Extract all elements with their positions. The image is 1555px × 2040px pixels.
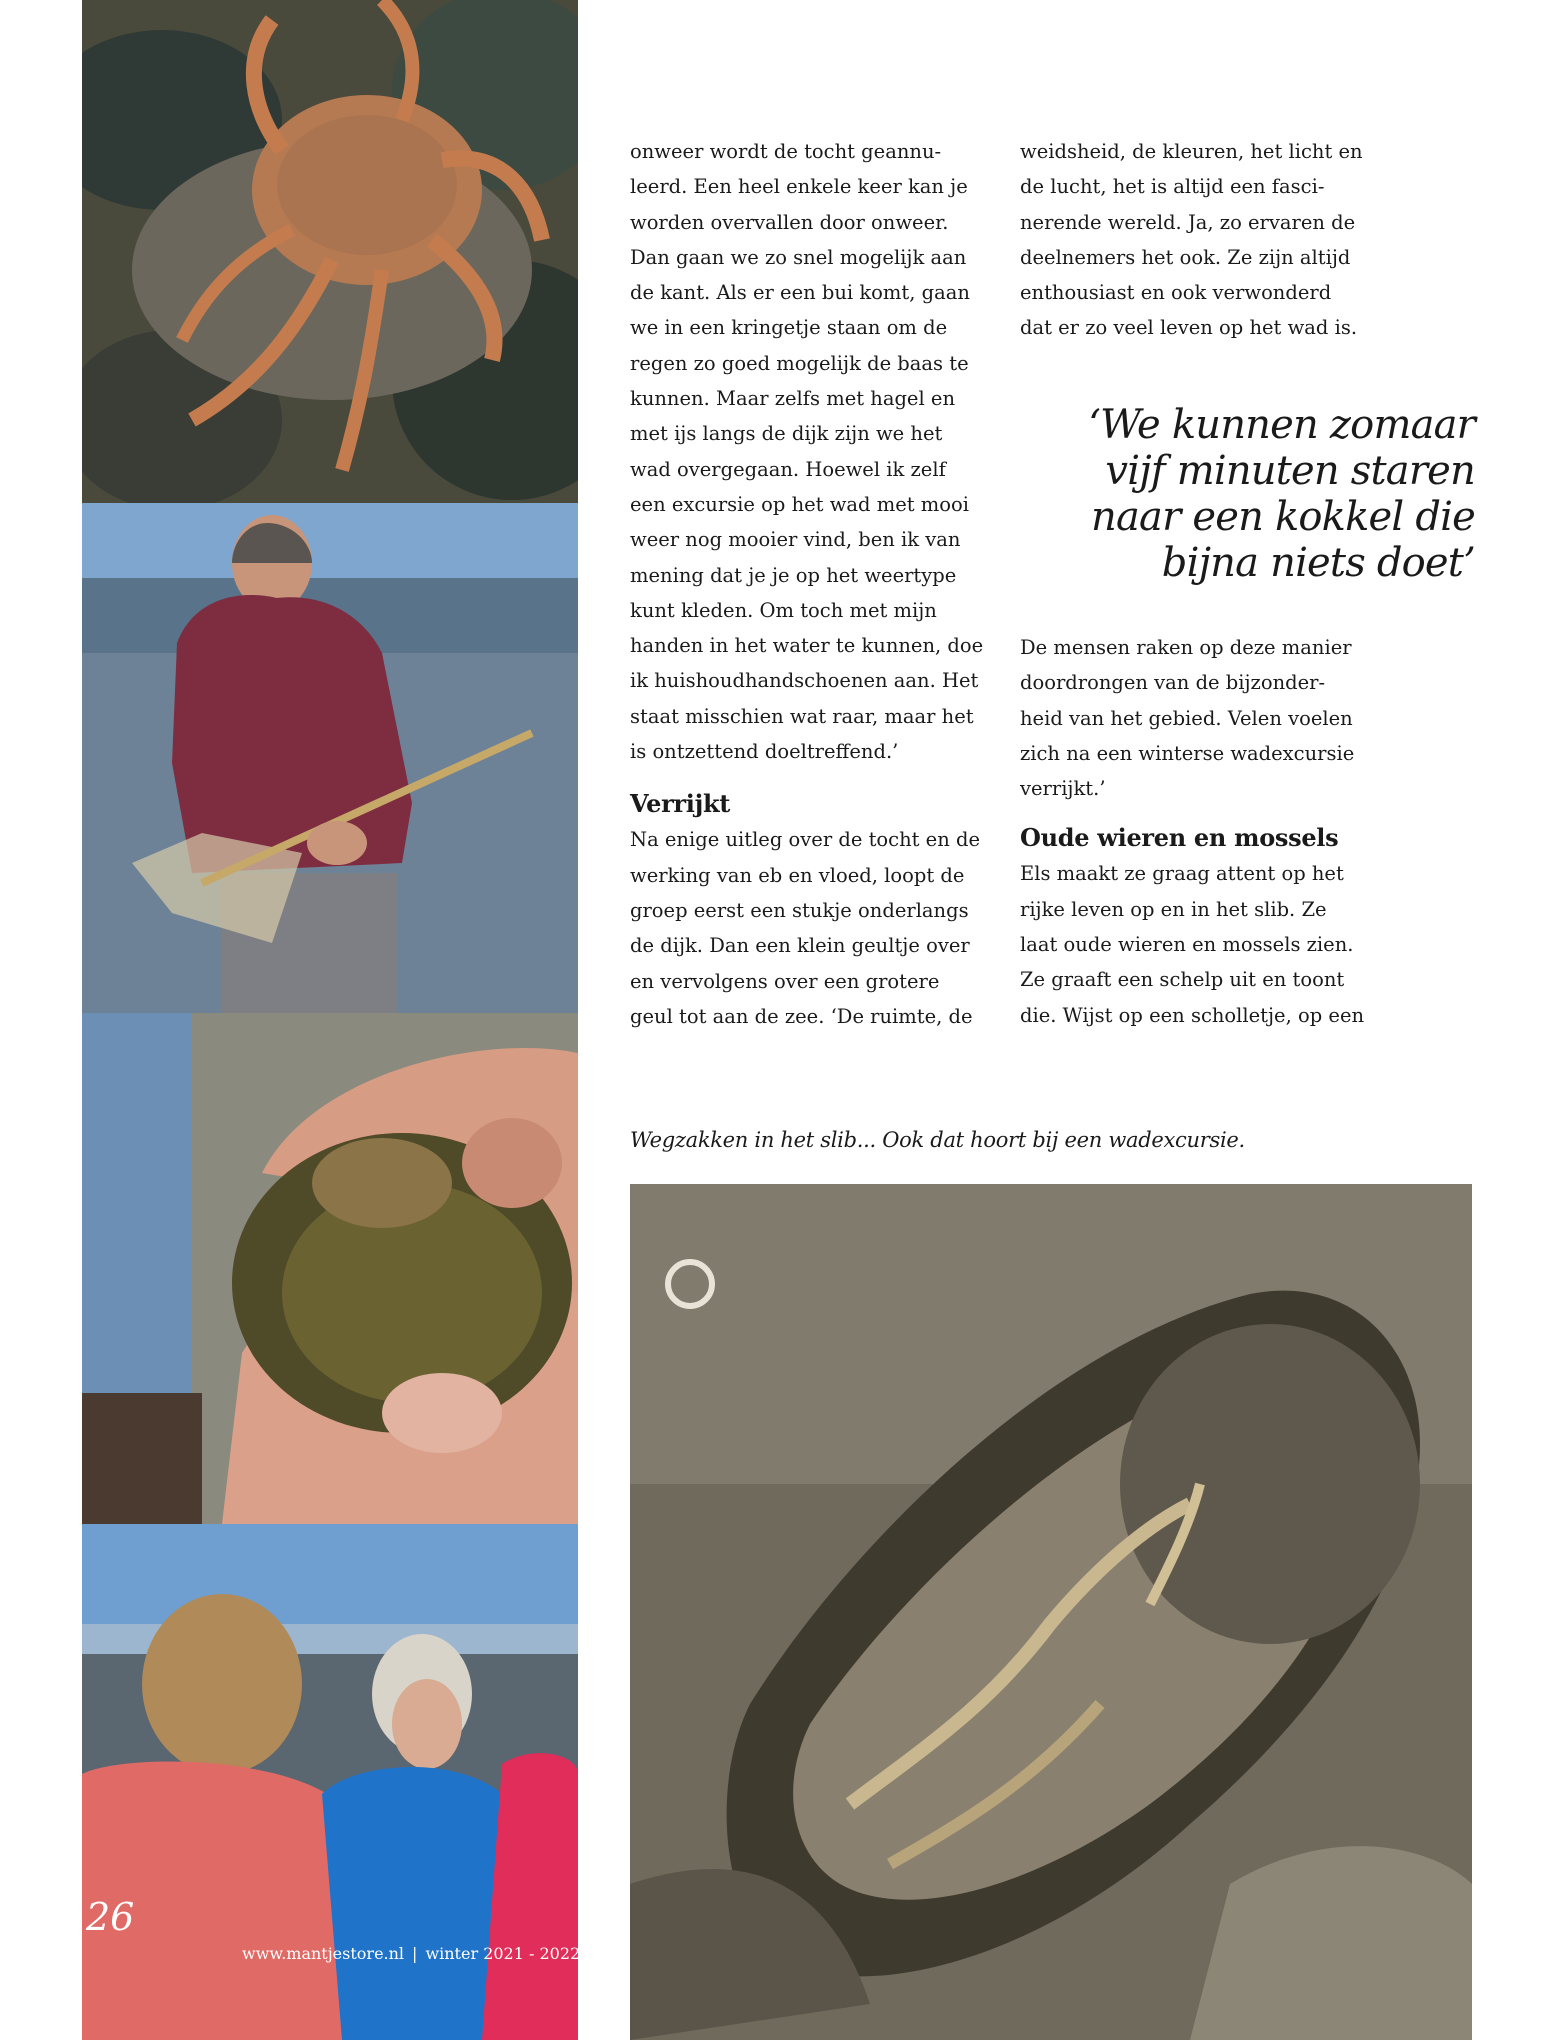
- page-number: 26: [86, 1895, 135, 1939]
- footer-website: www.mantjestore.nl: [242, 1944, 405, 1963]
- footer-issue: winter 2021 - 2022: [425, 1944, 581, 1963]
- photo-caption: Wegzakken in het slib... Ook dat hoort bij een wadexcursie.: [630, 1128, 1245, 1152]
- left-paragraph-1: onweer wordt de tocht geannu- leerd. Een heel enkele keer kan je worden overvallen door onweer. Dan gaan we zo snel mogelijk aan de kant. Als er een bui komt, gaan we in een kringetje staan om de regen zo goed mogelijk de baas te kunnen. Maar zelfs met hagel en met ijs langs de dijk zijn we het wad overgegaan. Hoewel ik zelf een excursie op het wad met mooi weer nog mooier vind, ben ik van mening dat je je op het weertype kunt kleden. Om toch met mijn handen in het water te kunnen, doe ik huishoudhandschoenen aan. Het staat misschien wat raar, maar het is ontzettend doeltreffend.’: [630, 140, 984, 764]
- pull-quote: ‘We kunnen zomaar vijf minuten staren naar een kokkel die bijna niets doet’: [1088, 402, 1475, 586]
- photo-sinking-in-mud: [630, 1184, 1472, 2040]
- photo-crab: [82, 0, 578, 503]
- right-paragraph-3: Els maakt ze graag attent op het rijke leven op en in het slib. Ze laat oude wieren en mossels zien. Ze graaft een schelp uit en toont die. Wijst op een scholletje, op een: [1020, 862, 1365, 1027]
- footer-separator: |: [412, 1944, 418, 1963]
- article-column-right-lower: [1020, 630, 1370, 1033]
- article-column-left: [630, 134, 1005, 1034]
- footer-line: [242, 1944, 580, 1963]
- photo-man-with-net: [82, 503, 578, 1013]
- left-paragraph-2: Na enige uitleg over de tocht en de werking van eb en vloed, loopt de groep eerst een stukje onderlangs de dijk. Dan een klein geultje over en vervolgens over een grotere geul tot aan de zee. ‘De ruimte, de: [630, 828, 980, 1028]
- section-heading-verrijkt: Verrijkt: [630, 789, 731, 819]
- right-paragraph-1: weidsheid, de kleuren, het licht en de lucht, het is altijd een fasci- nerende wereld. Ja, zo ervaren de deelnemers het ook. Ze zijn altijd enthousiast en ook verwonderd dat er zo veel leven op het wad is.: [1020, 140, 1363, 340]
- section-heading-oude-wieren: Oude wieren en mossels: [1020, 823, 1339, 853]
- right-paragraph-2: De mensen raken op deze manier doordrongen van de bijzonder- heid van het gebied. Velen voelen zich na een winterse wadexcursie verrijkt.’: [1020, 636, 1355, 801]
- article-column-right: [1020, 134, 1370, 346]
- photo-oyster-in-hands: [82, 1013, 578, 1524]
